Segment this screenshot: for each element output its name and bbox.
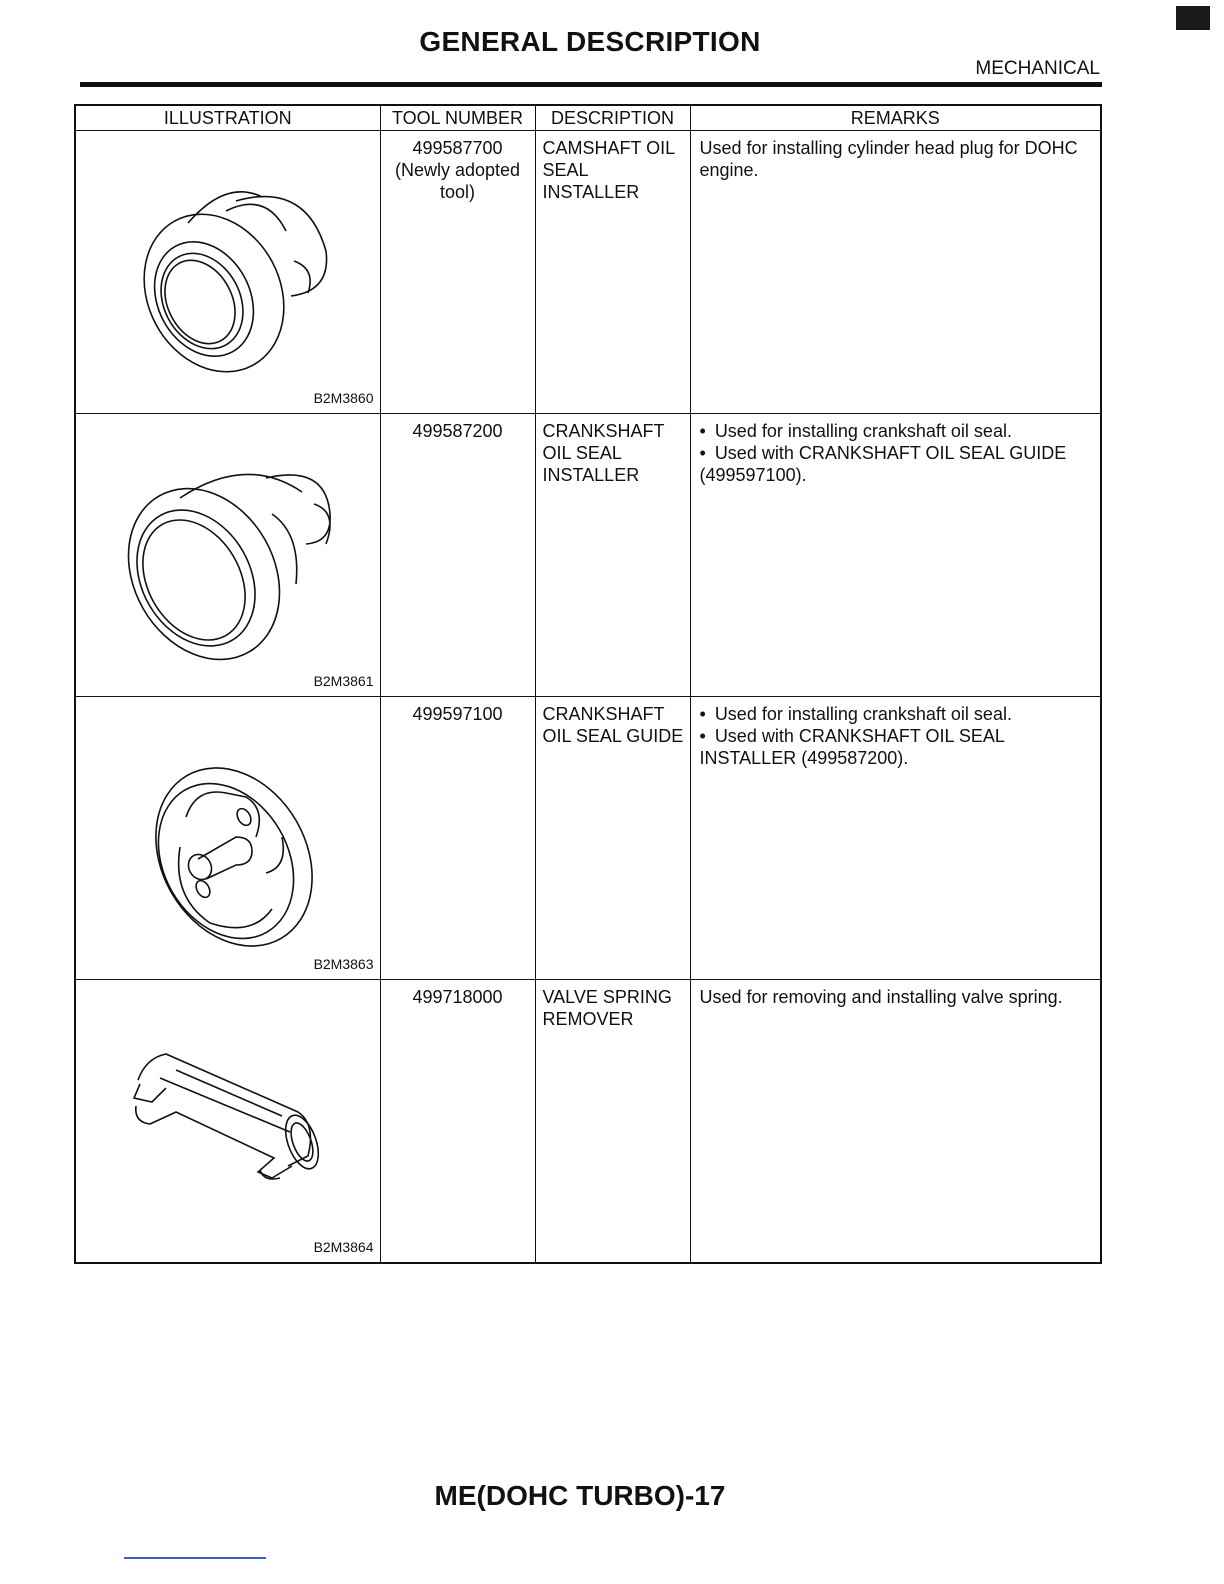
tool-number-cell: [380, 414, 535, 697]
tool-number-cell: [380, 131, 535, 414]
remark-item: • Used for installing crankshaft oil seal.: [700, 703, 1093, 725]
tool-number: 499587200: [412, 421, 503, 441]
description-line: OIL SEAL: [542, 443, 622, 463]
crankshaft-oil-seal-guide-illustration: [76, 697, 379, 973]
remark-item: • Used for installing crankshaft oil seal.: [700, 420, 1093, 442]
tool-number: 499597100: [412, 704, 503, 724]
illustration-cell: [75, 697, 380, 980]
table-row: [75, 414, 1101, 697]
illustration-cell: [75, 414, 380, 697]
illustration-cell: [75, 131, 380, 414]
remarks-cell: [690, 980, 1101, 1264]
figure-code: B2M3861: [313, 673, 374, 689]
valve-spring-remover-illustration: [76, 980, 379, 1256]
remark-text: Used for installing cylinder head plug for DOHC engine.: [699, 138, 1078, 180]
column-header-illustration: ILLUSTRATION: [75, 105, 380, 131]
remark-item: • Used with CRANKSHAFT OIL SEAL GUIDE (499597100).: [700, 442, 1093, 486]
description-line: INSTALLER: [542, 182, 640, 202]
remarks-cell: [690, 697, 1101, 980]
description-line: CRANKSHAFT: [542, 421, 665, 441]
remarks-list: [700, 420, 1093, 486]
remark-text: Used for removing and installing valve spring.: [699, 987, 1063, 1007]
description-line: INSTALLER: [542, 465, 640, 485]
column-header-description: DESCRIPTION: [535, 105, 690, 131]
table-row: [75, 131, 1101, 414]
description-cell: [535, 414, 690, 697]
special-tools-table: [74, 104, 1102, 1264]
page-title: GENERAL DESCRIPTION: [419, 26, 761, 57]
description-line: VALVE SPRING: [542, 987, 672, 1007]
figure-code: B2M3864: [313, 1239, 374, 1255]
illustration-cell: [75, 980, 380, 1264]
table-row: [75, 980, 1101, 1264]
tool-number-note: (Newly adopted: [394, 160, 521, 180]
remarks-cell: [690, 131, 1101, 414]
tool-number-cell: [380, 980, 535, 1264]
remarks-list: [700, 703, 1093, 769]
tool-number: 499718000: [412, 987, 503, 1007]
description-line: REMOVER: [542, 1009, 634, 1029]
figure-code: B2M3863: [313, 956, 374, 972]
column-header-tool-number: TOOL NUMBER: [380, 105, 535, 131]
description-cell: [535, 131, 690, 414]
section-label: MECHANICAL: [975, 58, 1100, 79]
description-line: OIL SEAL GUIDE: [542, 726, 684, 746]
table-row: [75, 697, 1101, 980]
table-header-row: [75, 105, 1101, 131]
tool-number-cell: [380, 697, 535, 980]
footer-line: [124, 1557, 266, 1559]
description-line: SEAL: [542, 160, 589, 180]
tool-number: 499587700: [412, 138, 503, 158]
description-line: CRANKSHAFT: [542, 704, 665, 724]
corner-tab-mark: [1176, 6, 1210, 30]
description-cell: [535, 697, 690, 980]
column-header-remarks: REMARKS: [690, 105, 1101, 131]
figure-code: B2M3860: [313, 390, 374, 406]
remark-item: • Used with CRANKSHAFT OIL SEAL INSTALLER (499587200).: [700, 725, 1093, 769]
remarks-cell: [690, 414, 1101, 697]
crankshaft-oil-seal-installer-illustration: [76, 414, 379, 690]
page-number: ME(DOHC TURBO)-17: [434, 1480, 726, 1511]
description-line: CAMSHAFT OIL: [542, 138, 676, 158]
description-cell: [535, 980, 690, 1264]
tool-number-note: tool): [439, 182, 475, 202]
camshaft-oil-seal-installer-illustration: [76, 131, 379, 407]
header-rule: [80, 82, 1102, 87]
